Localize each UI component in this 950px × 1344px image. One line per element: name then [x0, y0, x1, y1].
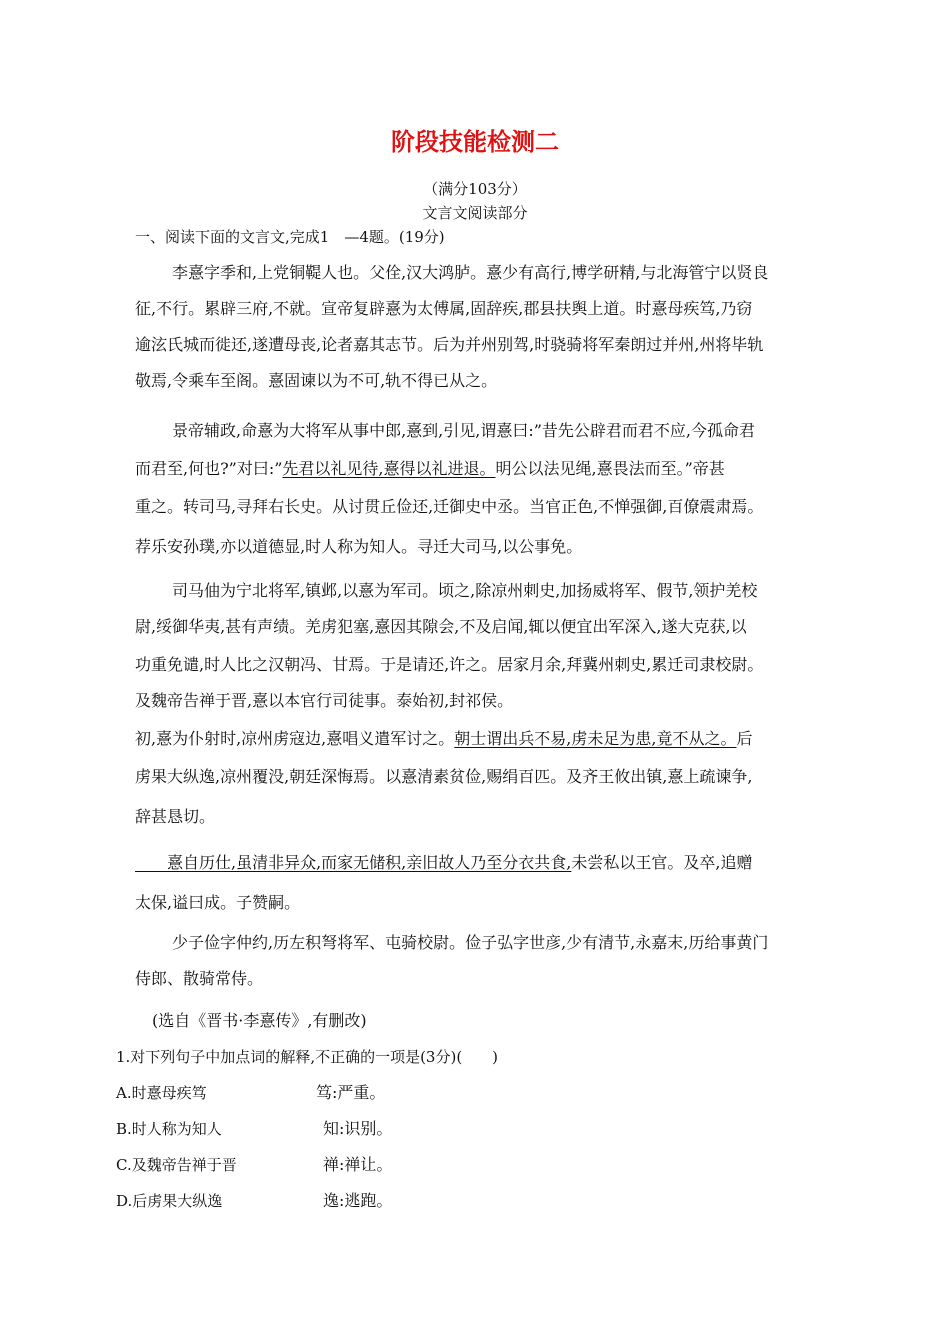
- passage-line: 逾泫氏城而徙还,遂遭母丧,论者嘉其志节。后为并州别驾,时骁骑将军秦朗过并州,州将毕轨: [135, 335, 764, 354]
- underlined-sentence: 朝士谓出兵不易,虏未足为患,竟不从之。: [454, 729, 737, 748]
- option-d-label: D.后虏果大纵逸: [116, 1192, 223, 1210]
- passage-line: 尉,绥御华夷,甚有声绩。羌虏犯塞,憙因其隙会,不及启闻,辄以便宜出军深入,遂大克获,以: [135, 617, 747, 636]
- passage-line: [135, 852, 752, 874]
- passage-line: 辞甚恳切。: [135, 807, 216, 826]
- option-c-label: C.及魏帝告禅于晋: [116, 1156, 237, 1174]
- underlined-sentence: 先君以礼见待,憙得以礼进退。: [282, 459, 496, 478]
- passage-line: 李憙字季和,上党铜鞮人也。父佺,汉大鸿胪。憙少有高行,博学研精,与北海管宁以贤良: [172, 263, 769, 282]
- passage-text: 初,憙为仆射时,凉州虏寇边,憙唱义遣军讨之。: [135, 729, 455, 748]
- underlined-sentence: 憙自历仕,虽清非异众,而家无储积,亲旧故人乃至分衣共食,: [135, 853, 572, 872]
- passage-line: 及魏帝告禅于晋,憙以本官行司徒事。泰始初,封祁侯。: [135, 691, 514, 710]
- passage-text: 未尝私以王官。及卒,追赠: [571, 853, 753, 872]
- question-stem: 1.对下列句子中加点词的解释,不正确的一项是(3分)( ): [116, 1048, 499, 1066]
- instruction: 一、阅读下面的文言文,完成1 —4题。(19分): [135, 228, 445, 246]
- passage-line: 敬焉,令乘车至阁。憙固谏以为不可,轨不得已从之。: [135, 371, 498, 390]
- option-b-explanation: 知:识别。: [323, 1119, 393, 1138]
- option-d-explanation: 逸:逃跑。: [323, 1191, 393, 1210]
- option-a-label: A.时憙母疾笃: [116, 1084, 207, 1102]
- passage-line: 荐乐安孙璞,亦以道德显,时人称为知人。寻迁大司马,以公事免。: [135, 537, 583, 556]
- passage-line: 太保,谥曰成。子赞嗣。: [135, 893, 301, 912]
- passage-line: 重之。转司马,寻拜右长史。从讨贯丘俭还,迁御史中丞。当官正色,不惮强御,百僚震肃焉。: [135, 497, 764, 516]
- passage-line: [135, 458, 725, 480]
- option-c-explanation: 禅:禅让。: [323, 1155, 393, 1174]
- passage-text: 后: [736, 729, 753, 748]
- passage-line: [135, 728, 752, 750]
- passage-line: 少子俭字仲约,历左积弩将军、屯骑校尉。俭子弘字世彦,少有清节,永嘉末,历给事黄门: [172, 933, 769, 952]
- passage-line: 司马伷为宁北将军,镇邺,以憙为军司。顷之,除凉州刺史,加扬威将军、假节,领护羌校: [172, 581, 758, 600]
- source-citation: (选自《晋书·李憙传》,有删改): [152, 1011, 367, 1030]
- passage-line: 征,不行。累辟三府,不就。宣帝复辟憙为太傅属,固辞疾,郡县扶舆上道。时憙母疾笃,乃窃: [135, 299, 753, 318]
- option-a-explanation: 笃:严重。: [316, 1083, 386, 1102]
- score-note: （满分103分）: [423, 180, 527, 198]
- passage-line: 侍郎、散骑常侍。: [135, 969, 264, 988]
- passage-line: 虏果大纵逸,凉州覆没,朝廷深悔焉。以憙清素贫俭,赐绢百匹。及齐王攸出镇,憙上疏谏争,: [135, 767, 753, 786]
- passage-line: 功重免谴,时人比之汉朝冯、甘焉。于是请还,许之。居家月余,拜冀州刺史,累迁司隶校尉。: [135, 655, 764, 674]
- option-b-label: B.时人称为知人: [116, 1120, 222, 1138]
- passage-line: 景帝辅政,命憙为大将军从事中郎,憙到,引见,谓憙曰:”昔先公辟君而君不应,今孤命君: [172, 421, 756, 440]
- page-title: 阶段技能检测二: [391, 128, 559, 156]
- passage-text: 明公以法见绳,憙畏法而至。”帝甚: [495, 459, 725, 478]
- section-label: 文言文阅读部分: [422, 204, 528, 222]
- passage-text: 而君至,何也?”对曰:”: [135, 459, 283, 478]
